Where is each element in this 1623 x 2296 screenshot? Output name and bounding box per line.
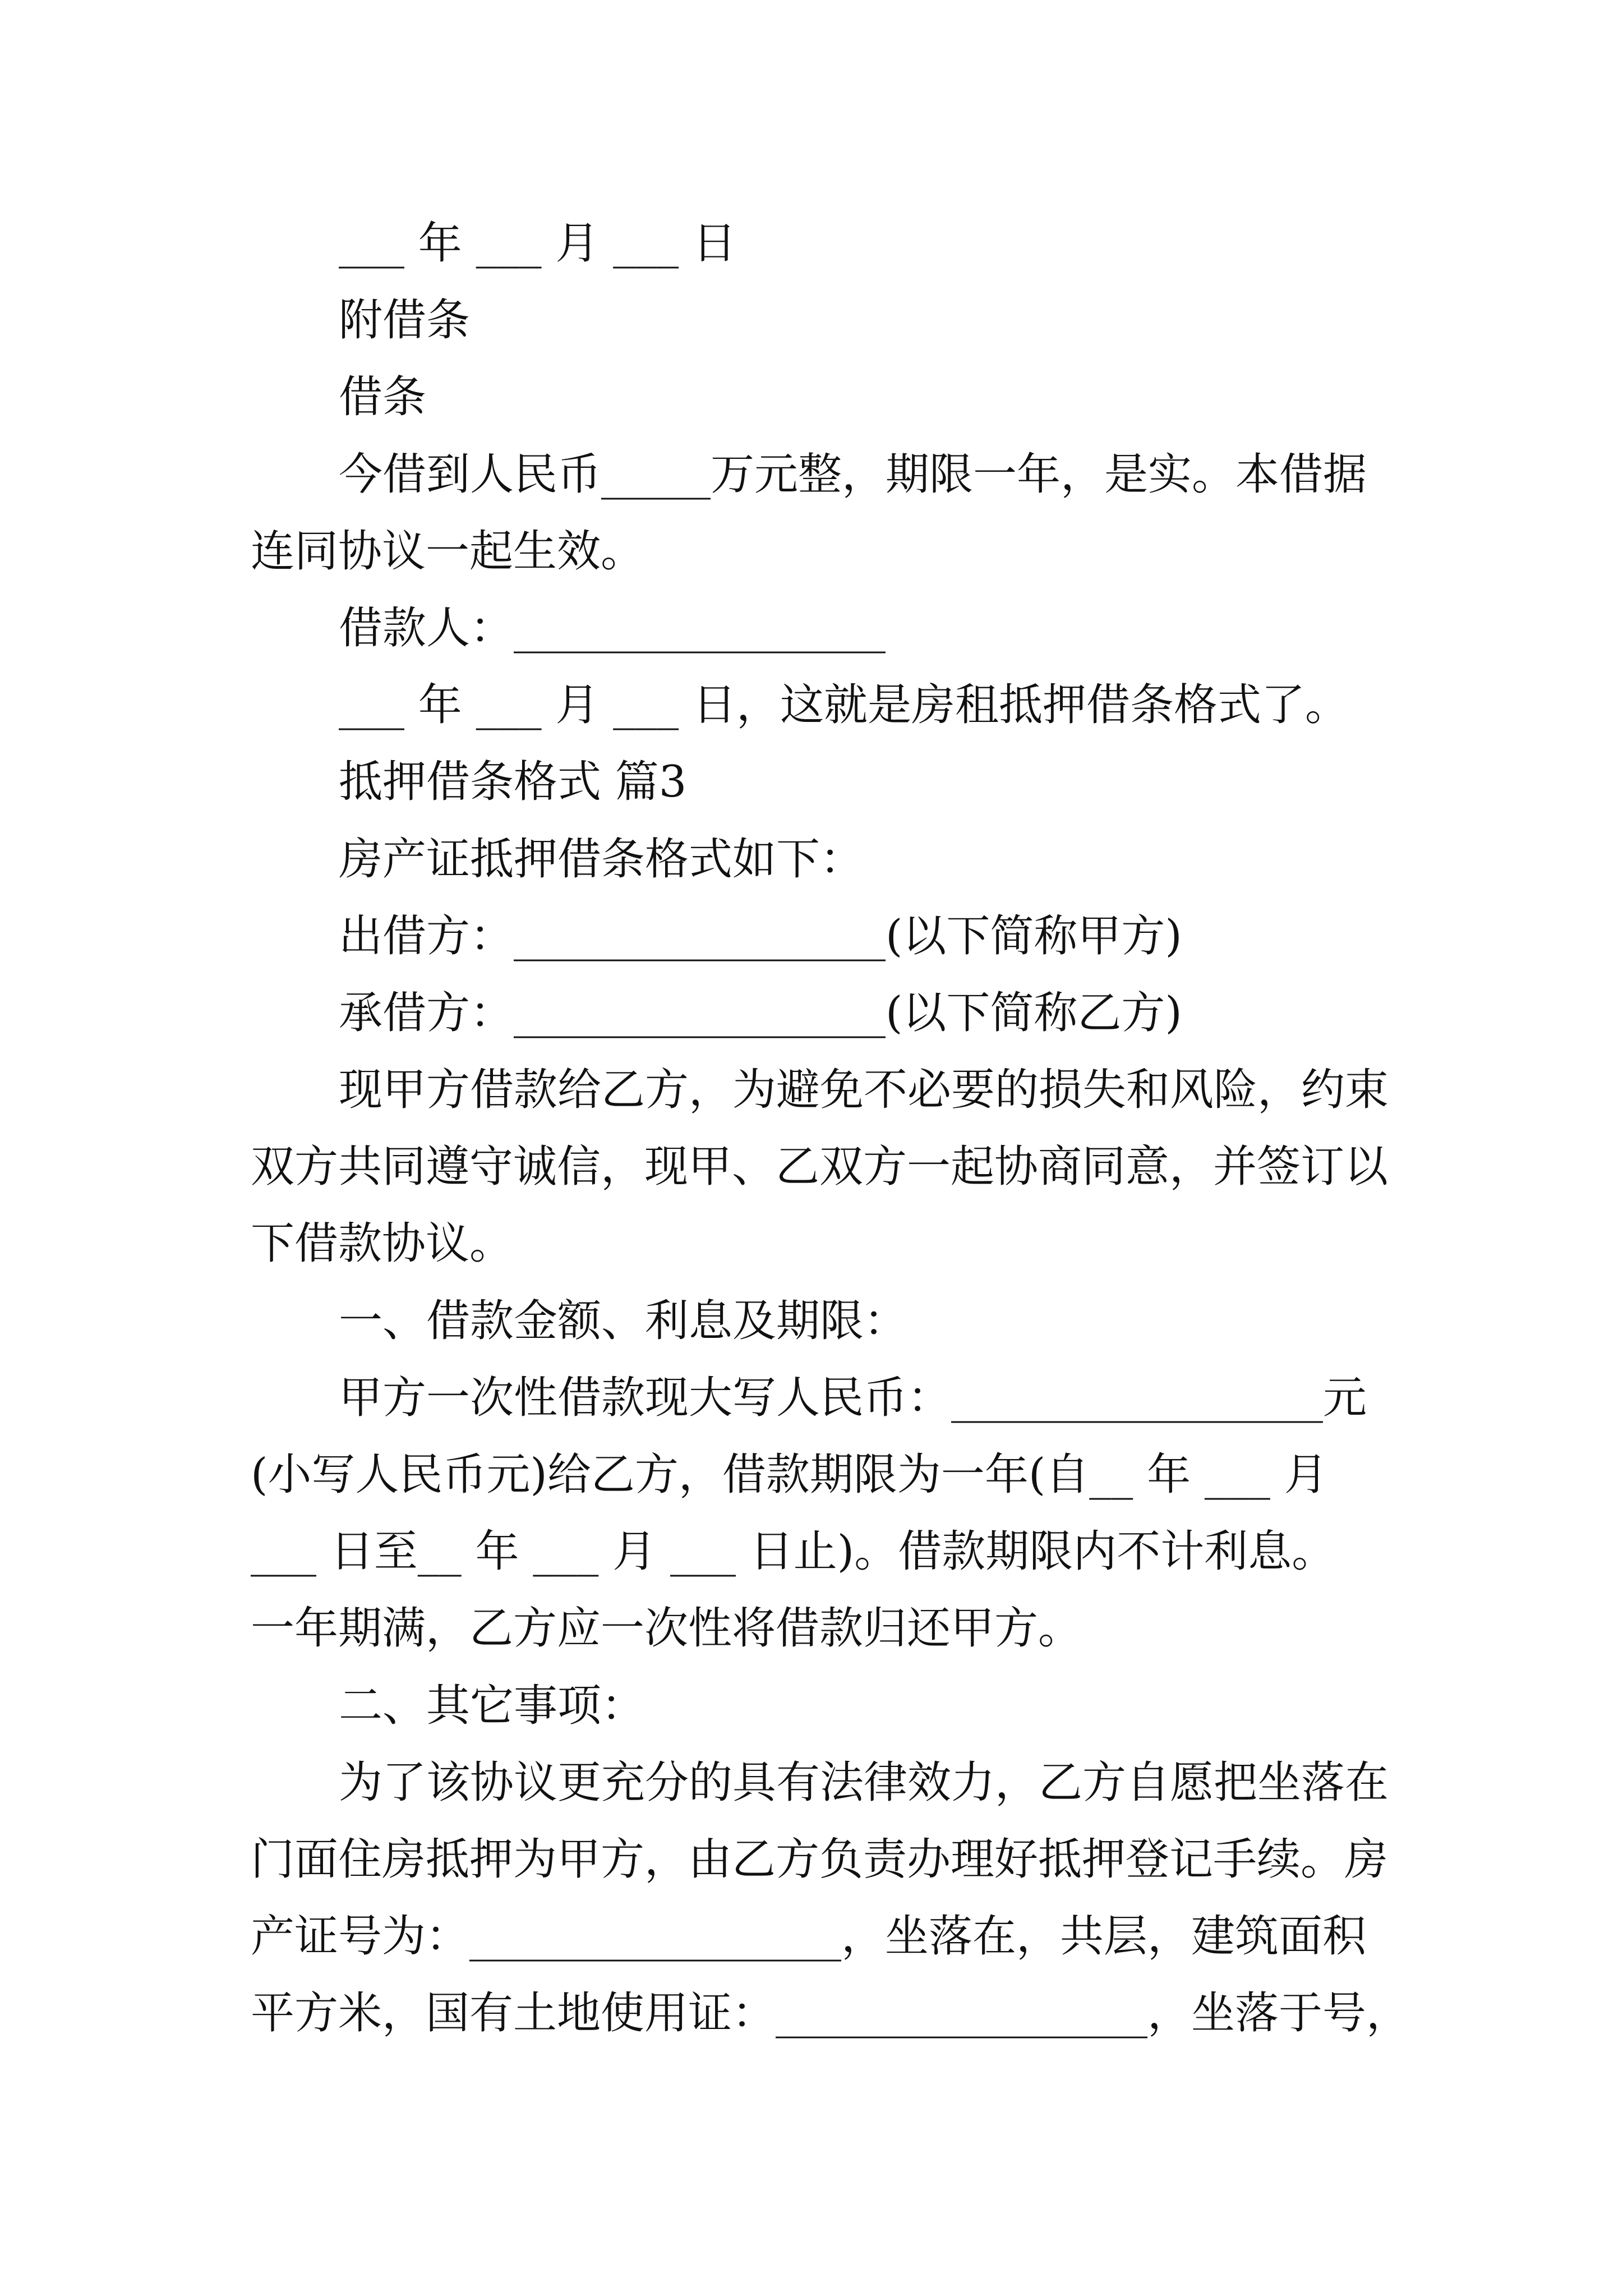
preamble-line: 双方共同遵守诚信，现甲、乙双方一起协商同意，并签订以: [251, 1142, 1389, 1193]
borrower-party-line: 承借方：_________________(以下简称乙方): [339, 987, 1182, 1038]
date-line: ___ 年 ___ 月 ___ 日: [339, 218, 736, 269]
clause-line: ___ 日至__ 年 ___ 月 ___ 日止)。借款期限内不计利息。: [251, 1526, 1336, 1577]
clause-line: 为了该协议更充分的具有法律效力，乙方自愿把坐落在: [339, 1757, 1389, 1808]
section-title: 抵押借条格式 篇3: [339, 757, 687, 808]
clause-line: 产证号为：_________________，坐落在，共层，建筑面积: [251, 1911, 1367, 1962]
clause-line: 门面住房抵押为甲方，由乙方负责办理好抵押登记手续。房: [251, 1834, 1389, 1885]
lender-line: 出借方：_________________(以下简称甲方): [339, 910, 1182, 961]
clause-line: 平方米，国有土地使用证：_________________，坐落于号，: [251, 1988, 1410, 2039]
iou-title: 借条: [339, 372, 427, 423]
clause-title: 一、借款金额、利息及期限：: [339, 1295, 908, 1346]
borrower-signature-line: 借款人：_________________: [339, 602, 886, 654]
clause-line: 一年期满，乙方应一次性将借款归还甲方。: [251, 1603, 1082, 1654]
section-intro: 房产证抵押借条格式如下：: [339, 834, 864, 885]
clause-line: 甲方一次性借款现大写人民币：_________________元: [339, 1372, 1367, 1423]
preamble-line: 现甲方借款给乙方，为避免不必要的损失和风险，约束: [339, 1065, 1389, 1116]
attachment-heading: 附借条: [339, 295, 471, 346]
iou-body-line: 今借到人民币_____万元整，期限一年，是实。本借据: [339, 449, 1367, 500]
iou-body-line: 连同协议一起生效。: [251, 526, 645, 577]
preamble-line: 下借款协议。: [251, 1218, 514, 1269]
clause-title: 二、其它事项：: [339, 1680, 645, 1731]
clause-line: (小写人民币元)给乙方，借款期限为一年(自__ 年 ___ 月: [251, 1450, 1328, 1500]
closing-date-line: ___ 年 ___ 月 ___ 日，这就是房租抵押借条格式了。: [339, 680, 1349, 731]
